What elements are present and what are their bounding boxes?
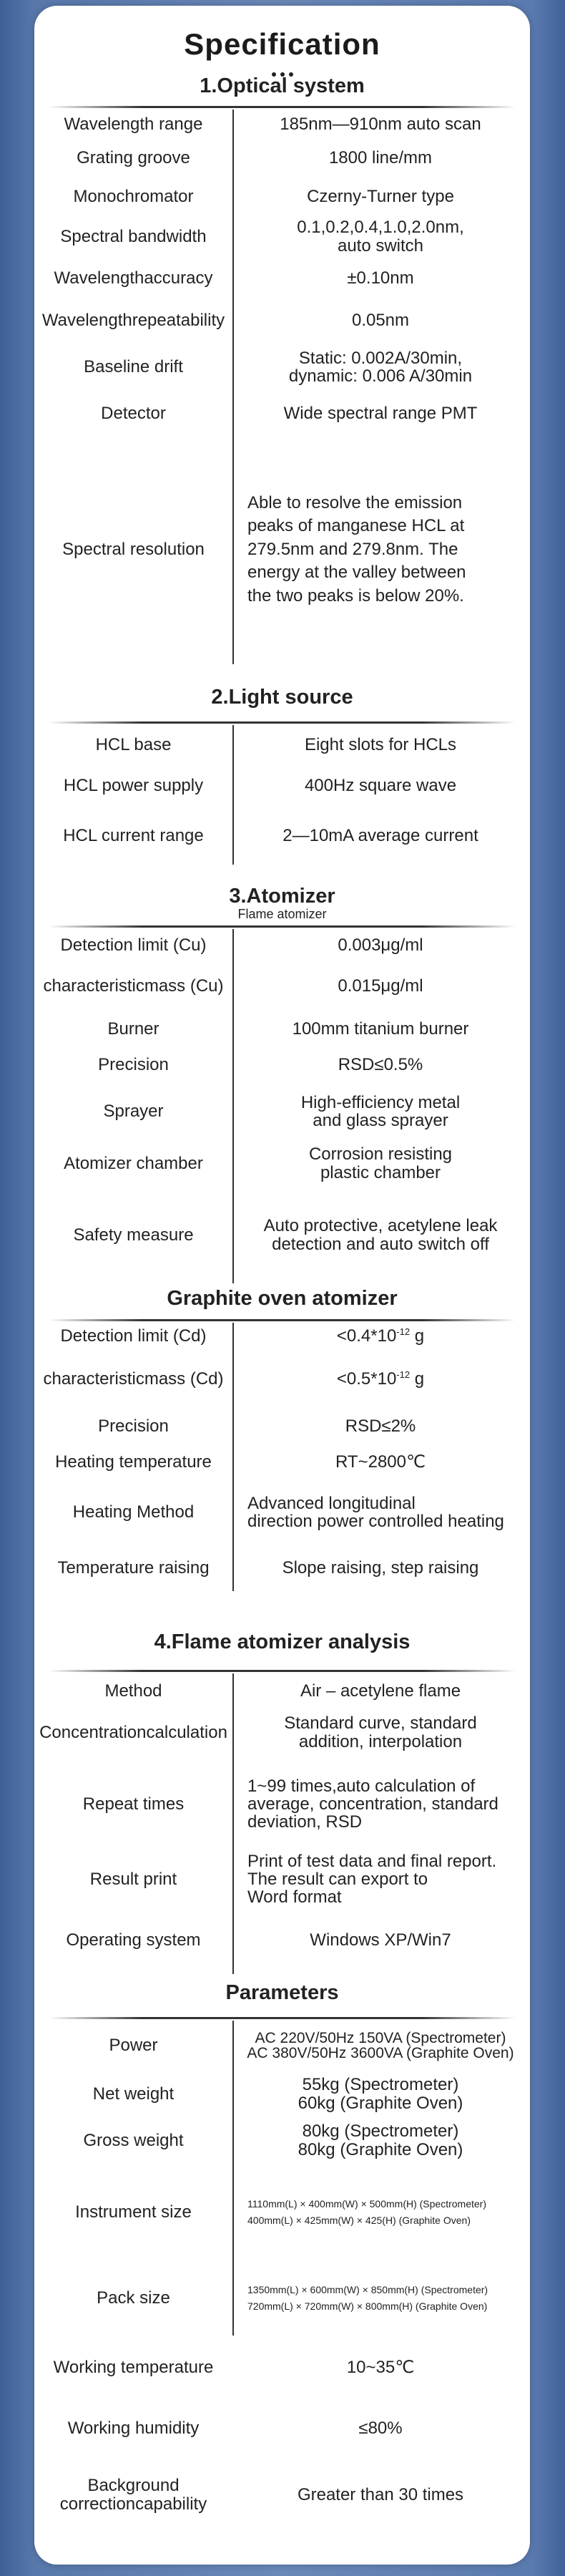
spec-value-text: 100mm titanium burner bbox=[292, 1019, 469, 1039]
spec-label: Precision bbox=[98, 1416, 169, 1437]
spec-value bbox=[240, 1409, 521, 1444]
spec-value-text: Slope raising, step raising bbox=[282, 1557, 479, 1578]
spec-value-text bbox=[247, 2196, 486, 2228]
text-line: 1110mm(L) × 400mm(W) × 500mm(H) (Spectrometer) bbox=[247, 2198, 486, 2210]
spec-value bbox=[247, 435, 521, 664]
section-heading: Graphite oven atomizer bbox=[167, 1287, 398, 1310]
spec-value-text: Eight slots for HCLs bbox=[304, 734, 457, 754]
spec-value bbox=[240, 299, 521, 342]
spec-label-text bbox=[43, 977, 223, 995]
spec-row bbox=[34, 1756, 530, 1852]
spec-value-text: 0.015μg/ml bbox=[338, 976, 423, 996]
spec-value-text bbox=[247, 2282, 488, 2314]
spec-label: Grating groove bbox=[77, 148, 190, 168]
spec-label: Power bbox=[109, 2036, 158, 2056]
spec-value-text: 10~35℃ bbox=[346, 2358, 415, 2378]
spec-value bbox=[247, 1852, 521, 1906]
text-line: Print of test data and final report. bbox=[247, 1851, 497, 1871]
spec-value bbox=[240, 764, 521, 807]
spec-value bbox=[240, 215, 521, 258]
spec-label bbox=[34, 258, 232, 299]
text-line: 279.5nm and 279.8nm. The bbox=[247, 539, 458, 559]
spec-value bbox=[240, 1545, 521, 1591]
spec-value-text bbox=[301, 1094, 460, 1129]
spec-label: Safety measure bbox=[73, 1225, 194, 1245]
spec-value bbox=[240, 1350, 521, 1409]
spec-row bbox=[34, 1906, 530, 1974]
section-divider bbox=[49, 106, 516, 108]
spec-row bbox=[34, 1047, 530, 1083]
spec-label: Working temperature bbox=[53, 2358, 214, 2378]
spec-row bbox=[34, 1709, 530, 1756]
spec-value bbox=[240, 1187, 521, 1283]
spec-label: Method bbox=[104, 1681, 162, 1701]
spec-value-text bbox=[264, 1217, 498, 1253]
spec-label: Monochromator bbox=[73, 186, 194, 206]
value-base: <0.5*10 bbox=[336, 1369, 397, 1389]
text-line: Advanced longitudinal bbox=[247, 1493, 416, 1513]
spec-row bbox=[34, 807, 530, 865]
text-line: and glass sprayer bbox=[313, 1111, 448, 1130]
spec-value bbox=[240, 2400, 521, 2457]
section-title-atomizer bbox=[34, 885, 530, 922]
spec-row bbox=[34, 1011, 530, 1047]
text-line: addition, interpolation bbox=[298, 1731, 463, 1751]
text-line: Auto protective, acetylene leak bbox=[263, 1216, 498, 1236]
spec-label: Heating temperature bbox=[55, 1452, 212, 1472]
spec-row bbox=[34, 1480, 530, 1545]
text-line: capability bbox=[135, 2494, 207, 2514]
spec-value bbox=[240, 2457, 521, 2532]
spec-value-text bbox=[284, 1714, 477, 1750]
section-heading: Parameters bbox=[225, 1981, 339, 2004]
spec-row bbox=[34, 435, 530, 664]
spec-value bbox=[240, 178, 521, 215]
spec-label: Repeat times bbox=[82, 1794, 185, 1814]
text-line: 55kg (Spectrometer) bbox=[302, 2075, 459, 2095]
spec-value bbox=[240, 2336, 521, 2400]
spec-value bbox=[240, 1673, 521, 1709]
spec-label: Atomizer chamber bbox=[64, 1153, 203, 1173]
text-line: peaks of manganese HCL at bbox=[247, 516, 465, 536]
spec-row bbox=[34, 139, 530, 178]
spec-value-text: Air – acetylene flame bbox=[300, 1681, 461, 1701]
spec-value bbox=[240, 139, 521, 178]
spec-value-text bbox=[247, 2031, 514, 2061]
spec-value-text: Windows XP/Win7 bbox=[310, 1930, 451, 1950]
spec-value bbox=[240, 2117, 521, 2164]
spec-value bbox=[240, 807, 521, 865]
spec-label: Operating system bbox=[66, 1930, 201, 1950]
spec-label: Burner bbox=[107, 1019, 159, 1039]
spec-value bbox=[247, 2260, 521, 2336]
spec-row bbox=[34, 1323, 530, 1350]
spec-value-text: 0.003μg/ml bbox=[338, 935, 423, 955]
spec-value-text: RSD≤2% bbox=[345, 1416, 416, 1437]
value-base: <0.4*10 bbox=[336, 1326, 397, 1346]
spec-value bbox=[240, 392, 521, 435]
spec-value-text: Greater than 30 times bbox=[297, 2484, 464, 2504]
section-heading: 1.Optical system bbox=[200, 74, 365, 97]
text-line: plastic chamber bbox=[320, 1162, 441, 1182]
value-exponent: -12 bbox=[396, 1326, 411, 1338]
value-unit: g bbox=[410, 1326, 425, 1346]
text-line: 0.1,0.2,0.4,1.0,2.0nm, bbox=[297, 218, 464, 238]
section-divider bbox=[49, 721, 516, 724]
spec-value-text: 400Hz square wave bbox=[304, 776, 457, 796]
spec-label: HCL power supply bbox=[63, 776, 204, 796]
spec-value bbox=[247, 1756, 521, 1852]
spec-label: Net weight bbox=[92, 2084, 175, 2104]
text-line: 80kg (Spectrometer) bbox=[302, 2121, 459, 2142]
section-heading: 3.Atomizer bbox=[229, 885, 335, 908]
spec-label bbox=[34, 1709, 232, 1756]
spec-value bbox=[240, 1011, 521, 1047]
text-line: AC 220V/50Hz 150VA (Spectrometer) bbox=[255, 2030, 506, 2046]
section-subtitle: Flame atomizer bbox=[237, 907, 327, 921]
spec-row bbox=[34, 1545, 530, 1591]
page-title: Specification bbox=[184, 27, 380, 61]
spec-label-text bbox=[34, 2477, 232, 2512]
spec-row bbox=[34, 392, 530, 435]
spec-value bbox=[240, 1140, 521, 1187]
spec-value bbox=[247, 2164, 521, 2260]
spec-row bbox=[34, 178, 530, 215]
spec-value bbox=[240, 961, 521, 1011]
text-line: characteristic bbox=[43, 1369, 144, 1389]
text-line: 1350mm(L) × 600mm(W) × 850mm(H) (Spectrometer) bbox=[247, 2284, 488, 2296]
spec-value-text: 185nm—910nm auto scan bbox=[280, 114, 481, 134]
spec-label: HCL current range bbox=[63, 826, 204, 846]
section-heading: 2.Light source bbox=[211, 686, 353, 709]
spec-label-text bbox=[43, 1370, 223, 1388]
spec-row bbox=[34, 2071, 530, 2117]
spec-label: Baseline drift bbox=[84, 357, 183, 377]
spec-row bbox=[34, 2164, 530, 2260]
section-divider bbox=[49, 1670, 516, 1672]
spec-card bbox=[34, 6, 530, 2565]
text-line: Concentration bbox=[39, 1722, 147, 1742]
spec-row bbox=[34, 1350, 530, 1409]
text-line: characteristic bbox=[43, 976, 144, 996]
text-line: detection and auto switch off bbox=[272, 1234, 489, 1254]
text-line: repeatability bbox=[132, 311, 225, 331]
text-line: average, concentration, standard bbox=[247, 1794, 498, 1814]
spec-label: Instrument size bbox=[75, 2202, 192, 2222]
text-line: High-efficiency metal bbox=[300, 1092, 461, 1112]
text-line: 720mm(L) × 720mm(W) × 800mm(H) (Graphite Oven) bbox=[247, 2300, 488, 2312]
spec-label: Spectral bandwidth bbox=[60, 226, 207, 246]
spec-label: Precision bbox=[98, 1055, 169, 1075]
section-title-light bbox=[34, 686, 530, 709]
spec-value bbox=[240, 342, 521, 392]
spec-row bbox=[34, 110, 530, 139]
spec-label: Detection limit (Cu) bbox=[60, 935, 207, 955]
spec-row bbox=[34, 342, 530, 392]
spec-row bbox=[34, 929, 530, 961]
spec-value-text bbox=[337, 1370, 424, 1388]
spec-value bbox=[240, 1323, 521, 1350]
spec-row bbox=[34, 258, 530, 299]
text-line: mass (Cu) bbox=[144, 976, 224, 996]
text-line: 80kg (Graphite Oven) bbox=[298, 2139, 463, 2159]
text-line: the two peaks is below 20%. bbox=[247, 585, 464, 606]
text-line: dynamic: 0.006 A/30min bbox=[288, 366, 473, 386]
spec-row bbox=[34, 1140, 530, 1187]
spec-label: Wavelength range bbox=[64, 114, 203, 134]
spec-label: Pack size bbox=[97, 2288, 170, 2308]
spec-label: Spectral resolution bbox=[62, 540, 205, 560]
spec-label: Sprayer bbox=[103, 1102, 164, 1122]
section-heading: 4.Flame atomizer analysis bbox=[154, 1630, 411, 1653]
spec-value-text bbox=[247, 1494, 504, 1530]
section-title-flame bbox=[34, 1630, 530, 1654]
text-line: AC 380V/50Hz 3600VA (Graphite Oven) bbox=[247, 2045, 514, 2061]
spec-value-text: 0.05nm bbox=[351, 311, 410, 331]
text-line: energy at the valley between bbox=[247, 563, 466, 583]
text-line: Wavelength bbox=[41, 311, 132, 331]
spec-row bbox=[34, 2400, 530, 2457]
text-line: Word format bbox=[247, 1887, 342, 1907]
spec-value bbox=[247, 1480, 521, 1545]
text-line: mass (Cd) bbox=[144, 1369, 224, 1389]
spec-value bbox=[240, 2021, 521, 2071]
spec-label: Gross weight bbox=[83, 2130, 184, 2150]
spec-label-text bbox=[42, 311, 225, 329]
text-line: Background correction bbox=[59, 2476, 180, 2514]
spec-label: Working humidity bbox=[67, 2419, 200, 2439]
spec-value-text bbox=[298, 2076, 463, 2111]
spec-value-text bbox=[289, 349, 472, 385]
text-line: Wavelength bbox=[54, 268, 144, 288]
spec-label: Temperature raising bbox=[57, 1557, 210, 1578]
section-title-optical bbox=[34, 74, 530, 98]
spec-value bbox=[240, 258, 521, 299]
spec-value-text bbox=[247, 1852, 496, 1907]
spec-value-text: 2—10mA average current bbox=[282, 826, 478, 846]
spec-value-text: RSD≤0.5% bbox=[338, 1055, 423, 1075]
spec-row bbox=[34, 1444, 530, 1480]
text-line: 60kg (Graphite Oven) bbox=[298, 2093, 463, 2113]
spec-value bbox=[240, 1444, 521, 1480]
spec-row bbox=[34, 2260, 530, 2336]
spec-value-text: Wide spectral range PMT bbox=[283, 404, 478, 424]
text-line: accuracy bbox=[144, 268, 213, 288]
spec-value bbox=[240, 725, 521, 764]
spec-value-text: Czerny-Turner type bbox=[307, 186, 454, 206]
text-line: The result can export to bbox=[247, 1869, 428, 1889]
spec-value-text bbox=[247, 492, 466, 608]
text-line: 1~99 times,auto calculation of bbox=[247, 1776, 476, 1796]
spec-label-text bbox=[39, 1724, 227, 1741]
text-line: Able to resolve the emission bbox=[247, 493, 463, 513]
spec-row bbox=[34, 1673, 530, 1709]
spec-value bbox=[240, 1047, 521, 1083]
spec-value bbox=[240, 1083, 521, 1140]
spec-row bbox=[34, 215, 530, 258]
spec-label: HCL base bbox=[95, 734, 172, 754]
spec-value-text: 1800 line/mm bbox=[328, 148, 433, 168]
spec-value bbox=[240, 929, 521, 961]
spec-row bbox=[34, 725, 530, 764]
text-line: 400mm(L) × 425mm(W) × 425(H) (Graphite Oven) bbox=[247, 2214, 471, 2226]
spec-row bbox=[34, 2117, 530, 2164]
spec-row bbox=[34, 1187, 530, 1283]
section-divider bbox=[49, 1319, 516, 1321]
spec-label bbox=[34, 1350, 232, 1409]
spec-value-text bbox=[298, 2122, 463, 2158]
spec-value bbox=[240, 1906, 521, 1974]
section-title-params bbox=[34, 1981, 530, 2005]
spec-label: Result print bbox=[89, 1869, 177, 1889]
spec-row bbox=[34, 1852, 530, 1906]
spec-value-text bbox=[309, 1145, 452, 1181]
value-unit: g bbox=[410, 1369, 425, 1389]
spec-row bbox=[34, 2021, 530, 2071]
spec-value bbox=[240, 1709, 521, 1756]
spec-row bbox=[34, 2457, 530, 2532]
text-line: calculation bbox=[146, 1722, 227, 1742]
text-line: direction power controlled heating bbox=[247, 1512, 504, 1531]
section-divider bbox=[49, 2017, 516, 2019]
spec-value-text: RT~2800℃ bbox=[335, 1452, 426, 1472]
spec-label-text bbox=[54, 269, 213, 287]
spec-row bbox=[34, 1409, 530, 1444]
spec-row bbox=[34, 299, 530, 342]
text-line: auto switch bbox=[337, 235, 424, 256]
spec-value bbox=[240, 110, 521, 139]
spec-value bbox=[240, 2071, 521, 2117]
spec-label: Detection limit (Cd) bbox=[60, 1326, 207, 1346]
spec-value-text bbox=[297, 218, 464, 254]
spec-value-text: ±0.10nm bbox=[347, 268, 414, 288]
spec-label: Detector bbox=[101, 404, 166, 424]
spec-label bbox=[34, 299, 232, 342]
spec-row bbox=[34, 764, 530, 807]
text-line: deviation, RSD bbox=[247, 1812, 363, 1832]
section-divider bbox=[49, 925, 516, 928]
title-dots bbox=[34, 67, 530, 74]
spec-label: Heating Method bbox=[72, 1502, 195, 1522]
text-line: Static: 0.002A/30min, bbox=[298, 348, 463, 368]
text-line: Standard curve, standard bbox=[284, 1714, 477, 1734]
spec-row bbox=[34, 2336, 530, 2400]
section-title-graphite bbox=[34, 1287, 530, 1311]
spec-value-text: ≤80% bbox=[358, 2419, 403, 2439]
spec-row bbox=[34, 961, 530, 1011]
spec-label bbox=[34, 2457, 232, 2532]
spec-label bbox=[34, 961, 232, 1011]
value-exponent: -12 bbox=[396, 1369, 411, 1381]
spec-row bbox=[34, 1083, 530, 1140]
spec-value-text bbox=[337, 1327, 424, 1345]
spec-value-text bbox=[247, 1777, 498, 1832]
text-line: Corrosion resisting bbox=[308, 1144, 453, 1165]
